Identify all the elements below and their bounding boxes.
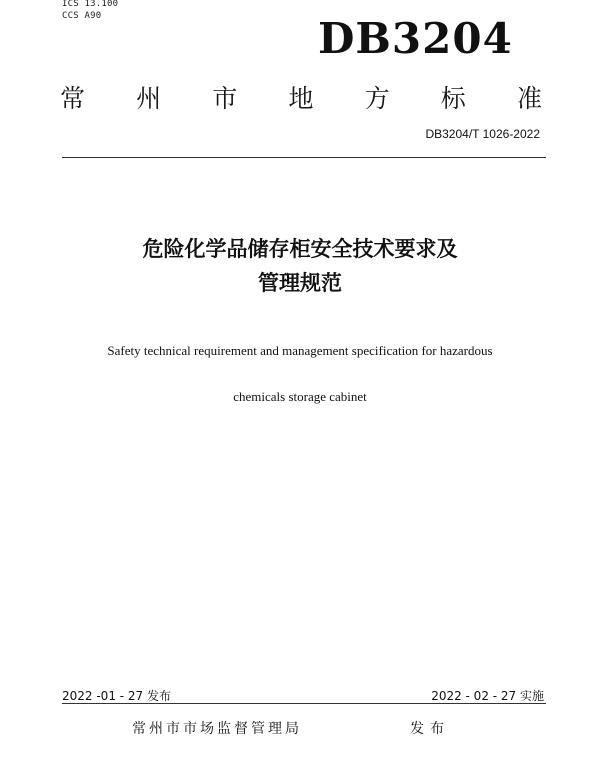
chinese-title-line-1: 危险化学品储存柜安全技术要求及 bbox=[142, 237, 458, 261]
standard-number: DB3204/T 1026-2022 bbox=[425, 127, 540, 141]
ics-code: ICS 13.100 bbox=[62, 0, 119, 9]
issue-date: 2022 -01 - 27 发布 bbox=[62, 689, 171, 703]
issue-label: 发布 bbox=[410, 721, 450, 737]
standard-type-char: 地 bbox=[288, 84, 314, 113]
standard-type-char: 州 bbox=[136, 84, 162, 113]
chinese-title-line-2: 管理规范 bbox=[258, 271, 342, 295]
english-title-line-2: chemicals storage cabinet bbox=[233, 389, 367, 404]
standard-type-char: 标 bbox=[440, 84, 466, 113]
standard-type bbox=[60, 84, 542, 114]
english-title-line-1: Safety technical requirement and management specification for hazardous bbox=[107, 343, 493, 358]
implementation-date: 2022 - 02 - 27 实施 bbox=[431, 689, 544, 703]
standard-type-char: 准 bbox=[516, 84, 542, 113]
db-code: DB3204 bbox=[318, 14, 513, 63]
top-divider bbox=[62, 157, 546, 158]
ccs-code: CCS A90 bbox=[62, 11, 102, 21]
standard-type-char: 市 bbox=[212, 84, 238, 113]
issuing-authority: 常州市市场监督管理局 bbox=[132, 721, 302, 737]
standard-type-char: 常 bbox=[60, 84, 86, 113]
standard-type-char: 方 bbox=[364, 84, 390, 113]
chinese-title bbox=[0, 232, 600, 300]
classification-codes bbox=[62, 0, 118, 22]
bottom-divider bbox=[62, 703, 546, 704]
